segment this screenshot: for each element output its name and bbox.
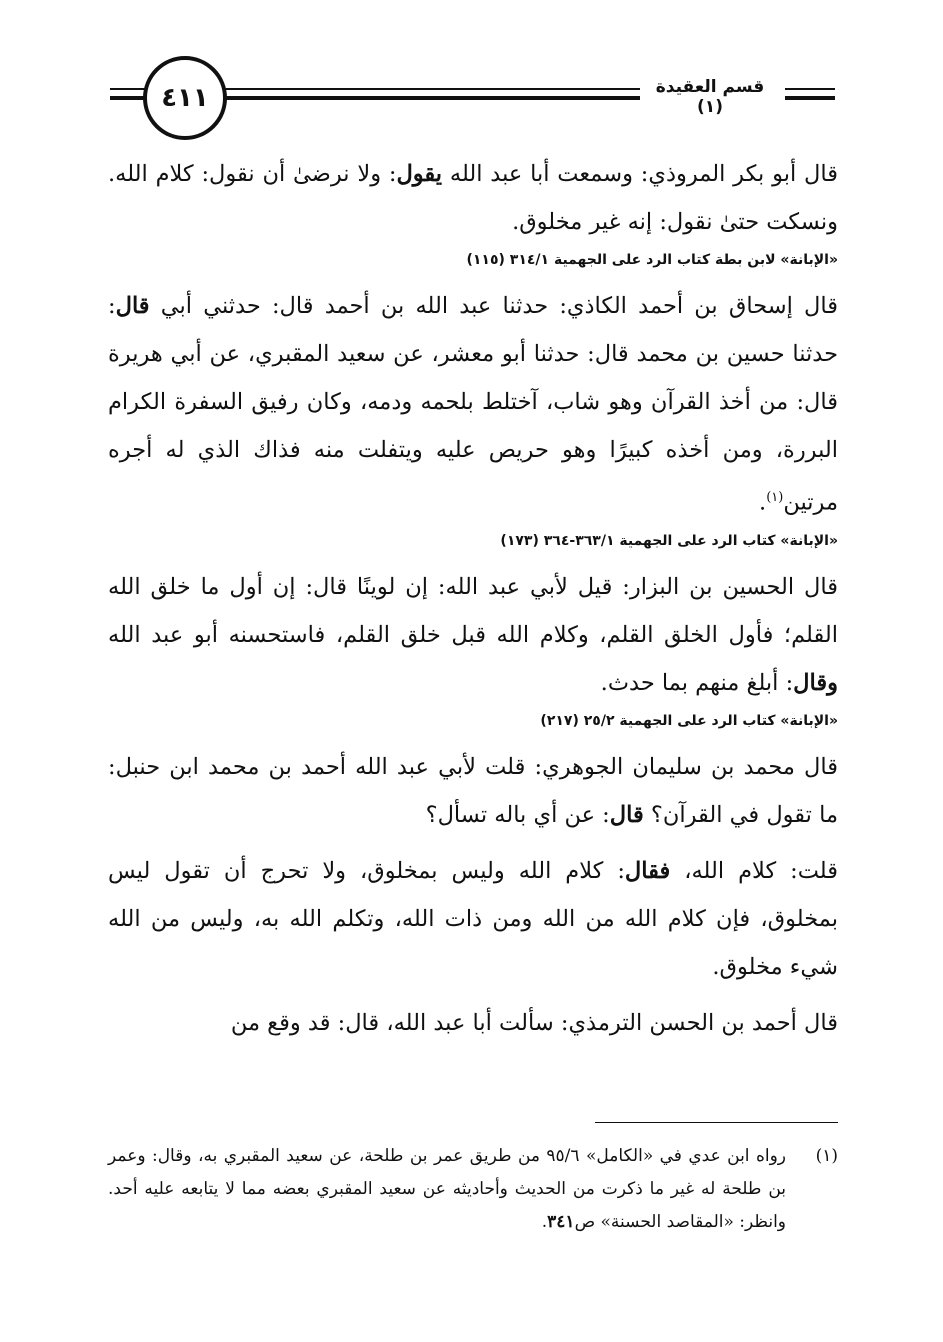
source-citation: «الإبانة» لابن بطة كتاب الرد على الجهمية ٣١٤/١ (١١٥) bbox=[466, 252, 838, 268]
page-header bbox=[110, 62, 835, 132]
footnote-number: (١) bbox=[815, 1146, 838, 1166]
paragraph: قلت: كلام الله، فقال: كلام الله وليس بمخلوق، ولا تحرج أن تقول ليس بمخلوق، فإن كلام الله من الله ومن ذات الله، وتكلم الله به، وليس من الله شيء مخلوق. bbox=[108, 857, 838, 980]
source-citation: «الإبانة» كتاب الرد على الجهمية ٣٦٣/١-٣٦٤ (١٧٣) bbox=[500, 532, 838, 549]
paragraph: قال إسحاق بن أحمد الكاذي: حدثنا عبد الله بن أحمد قال: حدثني أبي قال: حدثنا حسين بن محمد قال: حدثنا أبو معشر، عن سعيد المقبري، عن أبي هريرة قال: من أخذ القرآن وهو شاب، آختلط بلحمه ودمه، وكان رفيق السفرة الكرام البررة، ومن أخذه كبيرًا وهو حريص عليه ويتفلت منه فذاك الذي له أجره مرتين$^{(١)}$. bbox=[108, 293, 838, 516]
paragraph: قال محمد بن سليمان الجوهري: قلت لأبي عبد الله أحمد بن محمد ابن حنبل: ما تقول في القرآن؟ قال: عن أي باله تسأل؟ bbox=[108, 753, 838, 828]
section-title: قسم العقيدة (١) bbox=[640, 77, 780, 117]
header-rule bbox=[785, 88, 835, 90]
footnote-reference[interactable]: (١) bbox=[766, 490, 784, 505]
paragraph: قال أحمد بن الحسن الترمذي: سألت أبا عبد الله، قال: قد وقع من bbox=[230, 1009, 838, 1036]
header-rule bbox=[785, 96, 835, 100]
source-citation: «الإبانة» كتاب الرد على الجهمية ٢٥/٢ (٢١٧) bbox=[540, 712, 838, 729]
footnote bbox=[108, 1140, 838, 1239]
paragraph: قال أبو بكر المروذي: وسمعت أبا عبد الله يقول: ولا نرضىٰ أن نقول: كلام الله. ونسكت حتىٰ نقول: إنه غير مخلوق. bbox=[108, 161, 838, 235]
footnote-divider bbox=[595, 1122, 838, 1123]
page-number: ٤١١ bbox=[143, 56, 227, 140]
main-text bbox=[108, 150, 838, 1047]
paragraph: قال الحسين بن البزار: قيل لأبي عبد الله: إن لوينًا قال: إن أول ما خلق الله القلم؛ فأول الخلق القلم، وكلام الله قبل خلق القلم، فاستحسنه أبو عبد الله وقال: أبلغ منهم بما حدث. bbox=[108, 573, 838, 696]
footnote-text: رواه ابن عدي في «الكامل» ٩٥/٦ من طريق عمر بن طلحة، عن سعيد المقبري به، وقال: وعمر بن طلحة له غير ما ذكرت من الحديث وأحاديثه عن سعيد المقبري بعضه مما لا يتابعه عليه أحد. وانظر: «المقاصد الحسنة» ص٣٤١. bbox=[108, 1146, 786, 1232]
